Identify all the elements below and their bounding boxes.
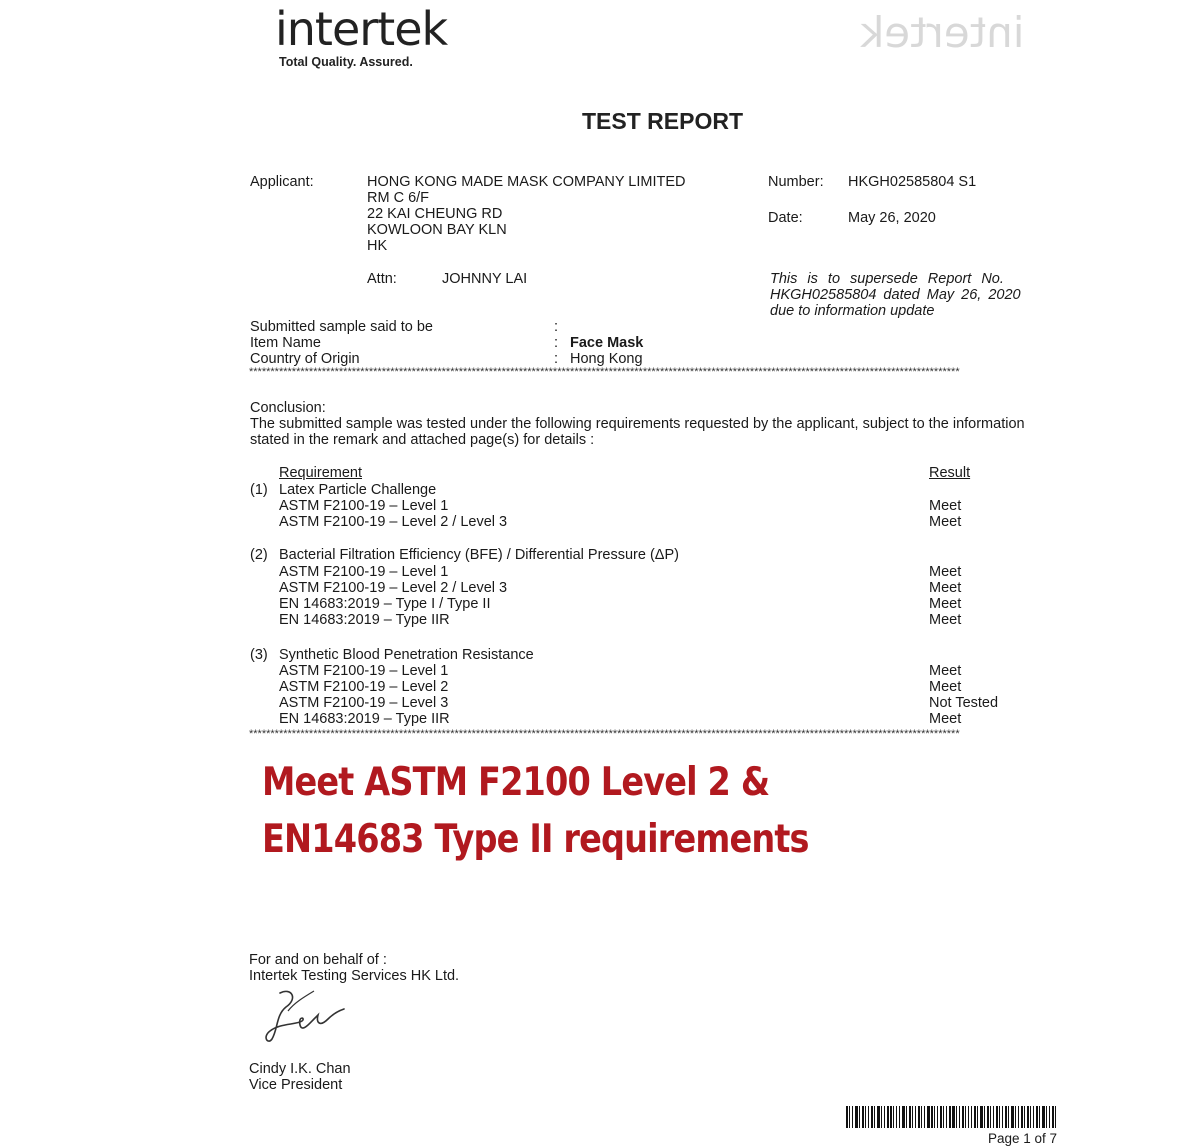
result-cell: Not Tested: [929, 695, 999, 711]
result-cell: Meet: [929, 564, 962, 580]
result-cell: Meet: [929, 612, 962, 628]
origin-value: Hong Kong: [570, 351, 643, 367]
requirement-row: ASTM F2100-19 – Level 3: [279, 695, 449, 711]
attn-name: JOHNNY LAI: [442, 271, 528, 287]
group-number: (3): [250, 647, 268, 663]
requirement-header: Requirement: [279, 465, 363, 481]
applicant-line-2: RM C 6/F: [367, 190, 430, 206]
claim-line-2: EN14683 Type II requirements: [262, 817, 809, 862]
supersede-line-3: due to information update: [770, 303, 935, 319]
conclusion-label: Conclusion:: [250, 400, 326, 416]
result-cell: Meet: [929, 596, 962, 612]
requirement-row: EN 14683:2019 – Type I / Type II: [279, 596, 491, 612]
sample-intro: Submitted sample said to be: [250, 319, 433, 335]
intertek-logo: intertek: [275, 2, 448, 56]
group-title: Synthetic Blood Penetration Resistance: [279, 647, 534, 663]
attn-label: Attn:: [367, 271, 397, 287]
applicant-line-5: HK: [367, 238, 388, 254]
requirement-row: EN 14683:2019 – Type IIR: [279, 612, 450, 628]
number-label: Number:: [768, 174, 824, 190]
page-number: Page 1 of 7: [988, 1131, 1058, 1146]
requirement-row: ASTM F2100-19 – Level 2 / Level 3: [279, 580, 508, 596]
requirement-row: EN 14683:2019 – Type IIR: [279, 711, 450, 727]
result-cell: Meet: [929, 498, 962, 514]
signature-image: [258, 985, 358, 1047]
applicant-label: Applicant:: [250, 174, 314, 190]
report-number: HKGH02585804 S1: [848, 174, 977, 190]
conclusion-text-1: The submitted sample was tested under the following requirements requested by the applicant, subject to the information: [250, 416, 1025, 432]
supersede-line-2: HKGH02585804 dated May 26, 2020: [770, 287, 1021, 303]
item-name-value: Face Mask: [570, 335, 644, 351]
logo-tagline: Total Quality. Assured.: [279, 55, 413, 69]
separator-stars-top: **********************************************************************************************************************************************************************: [249, 366, 960, 378]
applicant-line-4: KOWLOON BAY KLN: [367, 222, 507, 238]
report-date: May 26, 2020: [848, 210, 936, 226]
result-cell: Meet: [929, 679, 962, 695]
requirement-row: ASTM F2100-19 – Level 2 / Level 3: [279, 514, 508, 530]
group-number: (2): [250, 547, 268, 563]
requirement-row: ASTM F2100-19 – Level 1: [279, 663, 449, 679]
barcode-image: [846, 1106, 1070, 1128]
requirement-row: ASTM F2100-19 – Level 2: [279, 679, 449, 695]
requirement-row: ASTM F2100-19 – Level 1: [279, 564, 449, 580]
signatory-name: Cindy I.K. Chan: [249, 1061, 351, 1077]
result-cell: Meet: [929, 663, 962, 679]
group-title: Latex Particle Challenge: [279, 482, 437, 498]
applicant-line-1: HONG KONG MADE MASK COMPANY LIMITED: [367, 174, 686, 190]
result-header: Result: [929, 465, 971, 481]
origin-label: Country of Origin: [250, 351, 360, 367]
result-cell: Meet: [929, 580, 962, 596]
group-title: Bacterial Filtration Efficiency (BFE) / Differential Pressure (ΔP): [279, 547, 679, 563]
sample-colon-3: :: [554, 351, 559, 367]
supersede-line-1: This is to supersede Report No.: [770, 271, 1004, 287]
signoff-line-1: For and on behalf of :: [249, 952, 387, 968]
date-label: Date:: [768, 210, 803, 226]
conclusion-text-2: stated in the remark and attached page(s) for details :: [250, 432, 595, 448]
group-number: (1): [250, 482, 268, 498]
result-cell: Meet: [929, 711, 962, 727]
claim-line-1: Meet ASTM F2100 Level 2 &: [262, 760, 770, 805]
signoff-line-2: Intertek Testing Services HK Ltd.: [249, 968, 460, 984]
signatory-position: Vice President: [249, 1077, 343, 1093]
applicant-line-3: 22 KAI CHEUNG RD: [367, 206, 503, 222]
report-title: TEST REPORT: [582, 108, 744, 134]
result-cell: Meet: [929, 514, 962, 530]
bleed-through-logo: intertek: [860, 8, 1025, 57]
separator-stars-bottom: **********************************************************************************************************************************************************************: [249, 728, 960, 740]
item-name-label: Item Name: [250, 335, 321, 351]
requirement-row: ASTM F2100-19 – Level 1: [279, 498, 449, 514]
sample-colon-2: :: [554, 335, 559, 351]
sample-colon-1: :: [554, 319, 559, 335]
